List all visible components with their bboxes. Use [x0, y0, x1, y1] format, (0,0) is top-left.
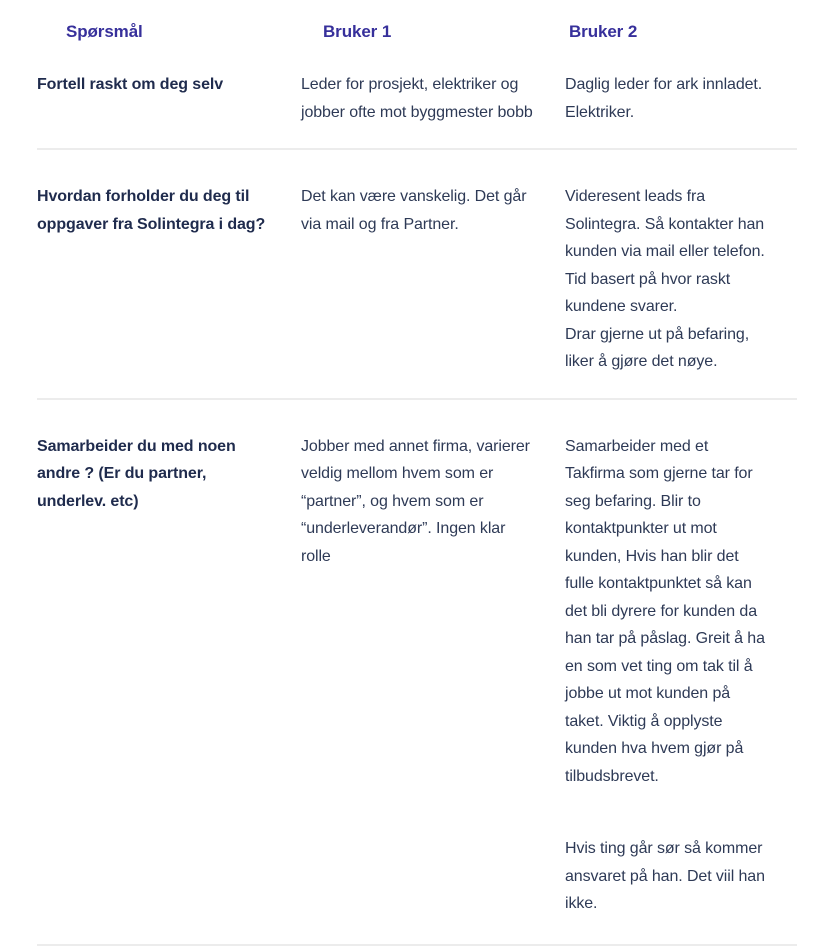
- answer-paragraph: Videresent leads fra Solintegra. Så kontakter han kunden via mail eller telefon. Tid basert på hvor raskt kundene svarer.: [565, 188, 765, 315]
- answer-paragraph: Drar gjerne ut på befaring, liker å gjøre det nøye.: [565, 325, 750, 370]
- table-row: [37, 44, 797, 150]
- bruker1-answer-cell: [301, 433, 565, 918]
- answer-paragraph: Daglig leder for ark innladet. Elektriker.: [565, 76, 763, 121]
- table-header-row: [37, 0, 797, 44]
- paragraph-spacer: [565, 790, 771, 835]
- column-header-bruker1: Bruker 1: [323, 22, 392, 41]
- table-row: [37, 150, 797, 400]
- answer-paragraph: Jobber med annet firma, varierer veldig mellom hvem som er “partner”, og hvem som er “underleverandør”. Ingen klar rolle: [301, 437, 530, 565]
- bruker2-answer-cell: [565, 183, 797, 376]
- bruker2-answer-cell: [565, 433, 797, 918]
- column-header-bruker2: Bruker 2: [569, 22, 638, 41]
- answer-paragraph: Leder for prosjekt, elektriker og jobber ofte mot byggmester bobb: [301, 76, 533, 121]
- answer-paragraph: Samarbeider med et Takfirma som gjerne tar for seg befaring. Blir to kontaktpunkter ut mot kunden, Hvis han blir det fulle kontaktpunktet så kan det bli dyrere for kunden da han tar på påslag. Greit å ha en som vet ting om tak til å jobbe ut mot kunden på taket. Viktig å opplyste kunden hva hvem gjør på tilbudsbrevet.: [565, 437, 765, 785]
- answer-paragraph: Det kan være vanskelig. Det går via mail og fra Partner.: [301, 188, 527, 233]
- bruker1-answer-cell: [301, 183, 565, 376]
- bruker2-answer-cell: [565, 71, 797, 126]
- bruker1-answer-cell: [301, 71, 565, 126]
- question-cell: [37, 183, 301, 376]
- question-text: Samarbeider du med noen andre ? (Er du partner, underlev. etc): [37, 437, 236, 510]
- table-body: [37, 44, 797, 946]
- question-text: Hvordan forholder du deg til oppgaver fra Solintegra i dag?: [37, 188, 266, 233]
- answer-paragraph: Hvis ting går sør så kommer ansvaret på han. Det viil han ikke.: [565, 840, 765, 912]
- column-header-sporsmal: Spørsmål: [66, 22, 143, 41]
- question-cell: [37, 71, 301, 126]
- question-text: Fortell raskt om deg selv: [37, 76, 224, 93]
- question-cell: [37, 433, 301, 918]
- table-row: [37, 400, 797, 946]
